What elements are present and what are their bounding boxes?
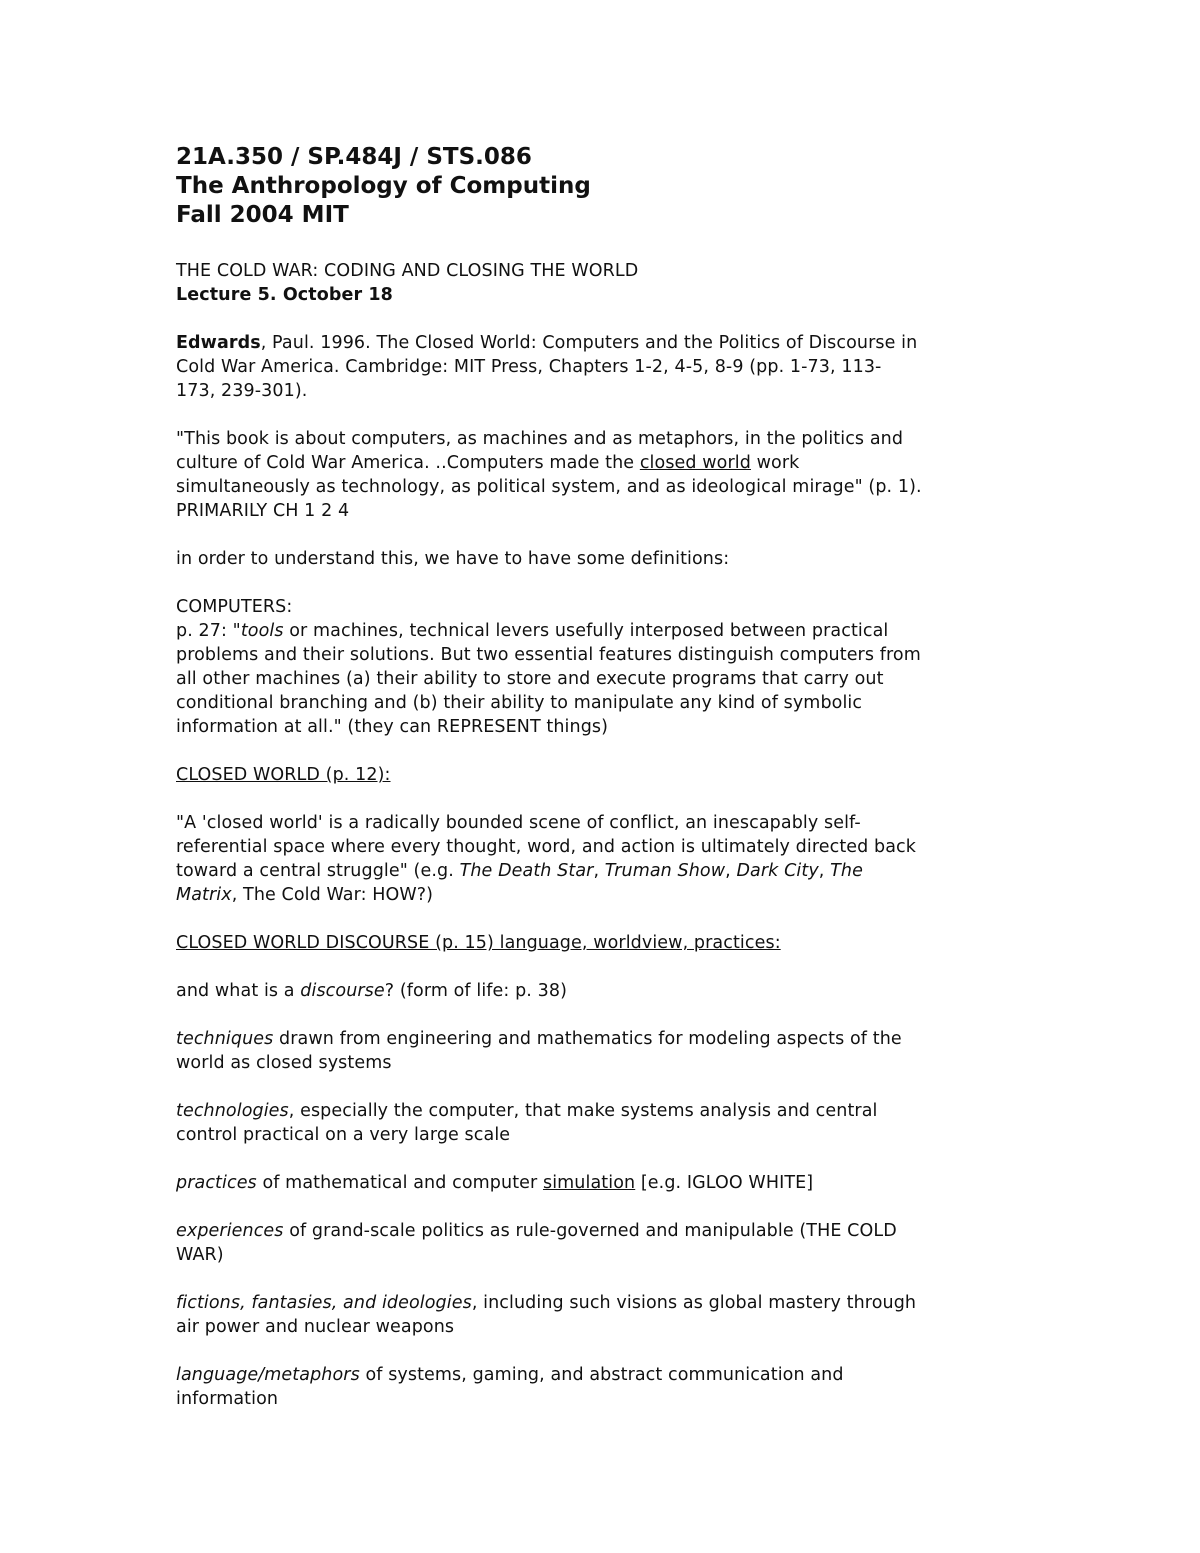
language-line-1: language/metaphors of systems, gaming, and abstract communication and <box>176 1365 844 1385</box>
experiences-line-1: experiences of grand-scale politics as rule-governed and manipulable (THE COLD <box>176 1221 897 1241</box>
techniques-line-1: techniques drawn from engineering and mathematics for modeling aspects of the <box>176 1029 902 1049</box>
experiences-line-2: WAR) <box>176 1245 224 1265</box>
technologies-line-2: control practical on a very large scale <box>176 1125 511 1145</box>
computers-heading: COMPUTERS: <box>176 597 293 617</box>
course-codes: 21A.350 / SP.484J / STS.086 <box>176 144 532 170</box>
closed-world-heading: CLOSED WORLD (p. 12): <box>176 765 391 785</box>
closed-world-line-4: Matrix, The Cold War: HOW?) <box>176 885 434 905</box>
closed-world-line-2: referential space where every thought, word, and action is ultimately directed back <box>176 837 917 857</box>
reading-citation-line-1: Edwards, Paul. 1996. The Closed World: Computers and the Politics of Discourse in <box>176 333 918 353</box>
fictions-line-2: air power and nuclear weapons <box>176 1317 455 1337</box>
fictions-line-1: fictions, fantasies, and ideologies, including such visions as global mastery through <box>176 1293 917 1313</box>
document-body <box>176 143 1036 1411</box>
reading-citation-line-3: 173, 239-301). <box>176 381 308 401</box>
technologies-line-1: technologies, especially the computer, that make systems analysis and central <box>176 1101 878 1121</box>
lecture-topic: THE COLD WAR: CODING AND CLOSING THE WORLD <box>176 261 639 281</box>
discourse-heading: CLOSED WORLD DISCOURSE (p. 15) language, worldview, practices: <box>176 933 781 953</box>
reading-author: Edwards <box>176 333 261 353</box>
quote-line-1: "This book is about computers, as machines and as metaphors, in the politics and <box>176 429 904 449</box>
discourse-question: and what is a discourse? (form of life: p. 38) <box>176 981 567 1001</box>
closed-world-line-3: toward a central struggle" (e.g. The Death Star, Truman Show, Dark City, The <box>176 861 863 881</box>
lecture-number-date: Lecture 5. October 18 <box>176 285 393 305</box>
computers-line-2: problems and their solutions. But two essential features distinguish computers from <box>176 645 921 665</box>
computers-line-3: all other machines (a) their ability to store and execute programs that carry out <box>176 669 884 689</box>
computers-line-4: conditional branching and (b) their ability to manipulate any kind of symbolic <box>176 693 863 713</box>
quote-line-3: simultaneously as technology, as political system, and as ideological mirage" (p. 1). <box>176 477 922 497</box>
quote-line-4: PRIMARILY CH 1 2 4 <box>176 501 350 521</box>
closed-world-underlined: closed world <box>639 453 751 473</box>
reading-citation-line-2: Cold War America. Cambridge: MIT Press, Chapters 1-2, 4-5, 8-9 (pp. 1-73, 113- <box>176 357 882 377</box>
definitions-intro: in order to understand this, we have to have some definitions: <box>176 549 730 569</box>
computers-line-5: information at all." (they can REPRESENT things) <box>176 717 609 737</box>
quote-line-2: culture of Cold War America. ..Computers made the closed world work <box>176 453 800 473</box>
techniques-line-2: world as closed systems <box>176 1053 392 1073</box>
language-line-2: information <box>176 1389 279 1409</box>
computers-line-1: p. 27: "tools or machines, technical levers usefully interposed between practical <box>176 621 889 641</box>
course-term: Fall 2004 MIT <box>176 202 349 228</box>
practices-line: practices of mathematical and computer simulation [e.g. IGLOO WHITE] <box>176 1173 814 1193</box>
closed-world-line-1: "A 'closed world' is a radically bounded scene of conflict, an inescapably self- <box>176 813 861 833</box>
course-title: The Anthropology of Computing <box>176 173 591 199</box>
